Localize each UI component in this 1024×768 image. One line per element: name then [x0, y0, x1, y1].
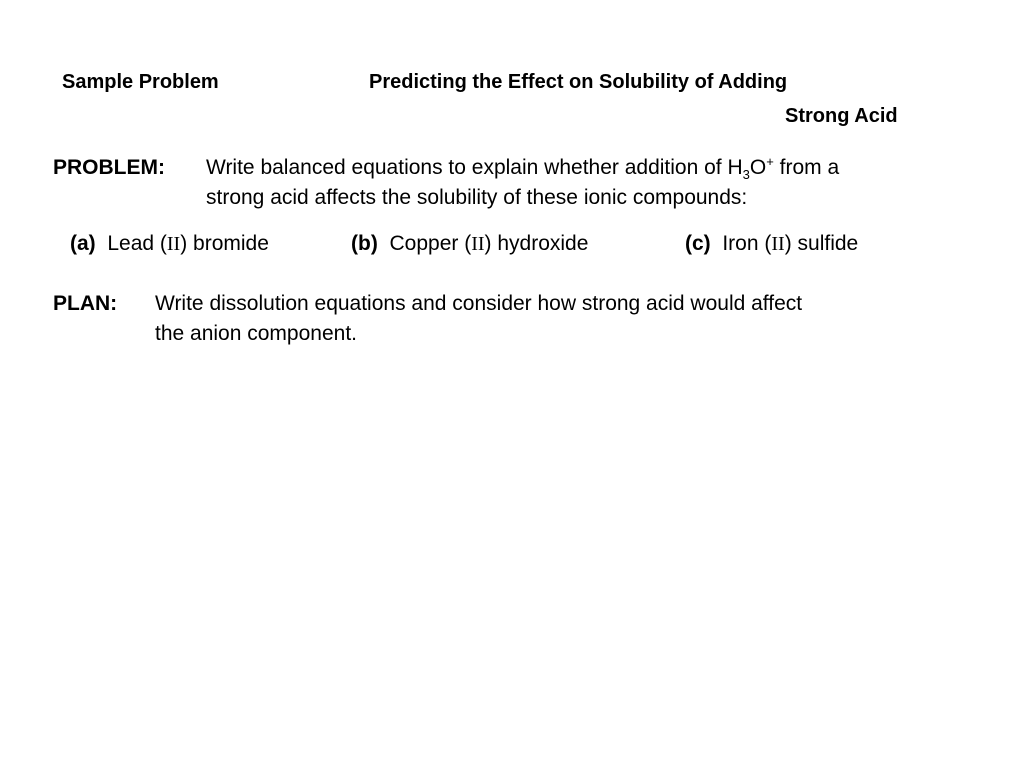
item-c	[685, 228, 858, 260]
superscript-plus: +	[766, 154, 774, 169]
item-b-letter: (b)	[351, 232, 378, 255]
problem-line-2: strong acid affects the solubility of these ionic compounds:	[206, 186, 748, 209]
item-c-name-end: ) sulfide	[784, 232, 859, 255]
item-c-name-start: Iron (	[722, 232, 772, 255]
plan-line-2: the anion component.	[155, 322, 357, 345]
subscript-3: 3	[742, 167, 750, 182]
item-b-name-end: ) hydroxide	[484, 232, 589, 255]
title-line-1: Predicting the Effect on Solubility of Adding	[369, 71, 788, 93]
problem-line-1-oxygen: O	[749, 156, 767, 179]
item-a-roman: II	[166, 233, 181, 255]
item-a-name-start: Lead (	[107, 232, 167, 255]
item-a-name-end: ) bromide	[180, 232, 269, 255]
problem-line-1-end: from a	[773, 156, 840, 179]
problem-line-1	[206, 152, 839, 183]
problem-label: PROBLEM:	[53, 156, 165, 179]
item-a	[70, 228, 269, 260]
item-b-roman: II	[471, 233, 485, 255]
sample-problem-label: Sample Problem	[62, 71, 219, 93]
item-c-roman: II	[771, 233, 785, 255]
item-a-letter: (a)	[70, 232, 96, 255]
plan-label: PLAN:	[53, 292, 118, 315]
title-line-2: Strong Acid	[785, 105, 898, 127]
problem-line-1-text: Write balanced equations to explain whether addition of H	[206, 156, 743, 179]
item-c-letter: (c)	[685, 232, 711, 255]
item-b	[351, 228, 588, 260]
plan-line-1: Write dissolution equations and consider how strong acid would affect	[155, 292, 803, 315]
item-b-name-start: Copper (	[389, 232, 472, 255]
